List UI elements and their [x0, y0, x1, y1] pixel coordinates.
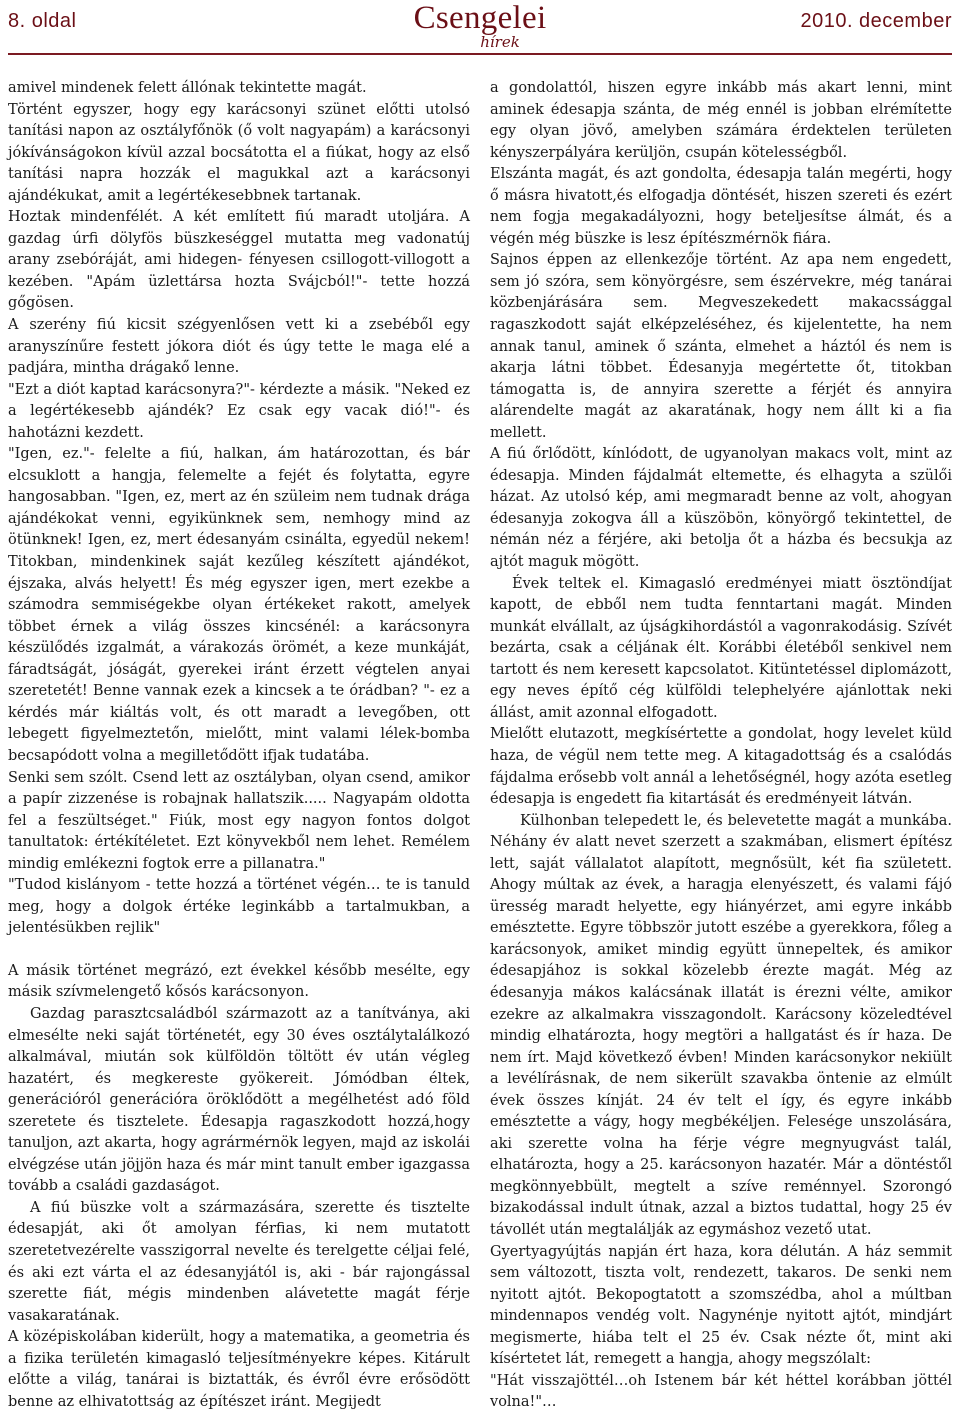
header-rule [8, 53, 952, 55]
page-number: 8. oldal [8, 10, 77, 32]
paragraph: A másik történet megrázó, ezt évekkel később mesélte, egy másik szívmelengető kősós karácsonyon. [8, 962, 470, 1001]
paragraph: Gazdag parasztcsaládból származott az a tanítványa, aki elmesélte neki saját történetét, egy 30 éves osztálytalálkozó alkalmával, miután sok külföldön töltött év után végleg hazatért, és megkereste gyökereit. Jómódban éltek, generációról generációra öröklődött a megélhetést adó föld szeretete és tisztelete. Édesapja ragaszkodott hozzá,hogy tanuljon, azt akarta, hogy agrármérnök legyen, majd az iskolái elvégzése után jöjjön haza és már mint tanult ember igazgassa tovább a családi gazdaságot. [8, 1005, 470, 1195]
masthead-title: Csengelei [413, 0, 547, 36]
paragraph: A szerény fiú kicsit szégyenlősen vett ki a zsebéből egy aranyszínűre festett jókora diót és úgy tette le maga elé a padjára, mintha drágakő lenne. [8, 317, 470, 377]
paragraph: "Hát visszajöttél…oh Istenem bár két héttel korábban jöttél volna!"… [490, 1372, 952, 1411]
paragraph: A fiú büszke volt a származására, szerette és tisztelte édesapját, aki őt amolyan férfias, ki nem mutatott szeretetvezérelte vasszigorral nevelte és terelgette céljai felé, és aki ezt várta el az édesanyjától is, aki - bár rajongással szerette fiát, mégis mindenben alávetette magát férje vasakaratának. [8, 1199, 470, 1324]
article-left-column [8, 78, 470, 1413]
paragraph: Történt egyszer, hogy egy karácsonyi szünet előtti utolsó tanítási napon az osztályfőnök (ő volt nagyapám) a karácsonyi jókívánságokon kívül azzal bocsátotta el a fiúkat, hogy az első tanítási napra hozzák el magukkal azt a karácsonyi ajándékukat, amit a legértékesebbnek tartanak. [8, 101, 470, 204]
paragraph: Gyertyagyújtás napján ért haza, kora délután. A ház semmit sem változott, tiszta volt, rendezett, takaros. De senki nem nyitott ajtót. Bekopogtatott a szomszédba, ahol a múltban mindennapos vendég volt. Nagynénje nyitott ajtót, mindjárt megismerte, hiába telt el 25 év. Csak nézte őt, mint aki kísértetet lát, remegett a hangja, ahogy megszólalt: [490, 1243, 952, 1368]
paragraph: Mielőtt elutazott, megkísértette a gondolat, hogy levelet küld haza, de végül nem tette meg. A kitagadottság és a csalódás fájdalma erősebb volt annál a lehetőségnél, hogy azóta esetleg édesapja is engedett fia kitartását és eredményeit látván. [490, 726, 952, 808]
paragraph: Senki sem szólt. Csend lett az osztályban, olyan csend, amikor a papír zizzenése is robajnak hallatszik..... Nagyapám oldotta fel a feszültséget." Fiúk, most egy nagyon fontos dolgot tanultatok: értékítéletet. Ezt könyvekből nem lehet. Remélem mindig emlékezni fogtok erre a pillanatra." [8, 769, 470, 872]
paragraph: a gondolattól, hiszen egyre inkább más akart lenni, mint aminek édesapja szánta, de még ennél is jobban elrémítette egy olyan jövő, amelyben számára érdektelen területen kényszerpályára kerüljön, csupán kötelességből. [490, 80, 952, 161]
paragraph: A középiskolában kiderült, hogy a matematika, a geometria és a fizika területén kimagasló teljesítményekre képes. Kitárult előtte a világ, tanárai is biztatták, és évről évre erősödött benne az elhivatottság az építészet iránt. Megijedt [8, 1329, 470, 1410]
paragraph: Külhonban telepedett le, és belevetette magát a munkába. Néhány év alatt nevet szerzett a szakmában, elismert építész lett, saját vállalatot alapított, megnősült, két fia született. Ahogy múltak az évek, a haragja elenyészett, és valami fájó üresség maradt helyette, egy hiányérzet, ami egyre inkább emésztette. Egyre többször jutott eszébe a gyerekkora, főleg a karácsonyok, amiket mindig együtt ünnepeltek, és amikor édesapjához is sokkal közelebb érezte magát. Még az édesanyja mákos kalácsának illatát is érezni vélte, amikor ezekre az alkalmakra visszagondolt. Karácsony közeledtével mindig elhatározta, hogy megtöri a hallgatást és ír haza. De nem írt. Majd következő évben! Minden karácsonykor nekiült a levélírásnak, de nem sikerült szavakba öntenie az elmúlt évek összes kínját. 24 év telt el így, és egyre inkább emésztette a vágy, hogy megbékéljen. Felesége unszolására, aki szerette volna ha férje végre megnyugvást talál, elhatározta, hogy a 25. karácsonyon hazatér. Már a döntéstől megkönnyebbült, megtelt a szíve reménnyel. Szorongó bizakodással indult útnak, azzal a biztos tudattal, hogy 25 év távollét után megtalálják az egymáshoz vezető utat. [490, 812, 952, 1238]
issue-date: 2010. december [800, 10, 952, 32]
masthead-subtitle: hírek [480, 33, 520, 51]
paragraph: Évek teltek el. Kimagasló eredményei miatt ösztöndíjat kapott, de ebből nem tudta fenntartani magát. Minden munkát elvállalt, az újságkihordástól a vagonrakodásig. Szívét bezárta, csak a céljának élt. Korábbi életéből senkivel nem tartott és nem keresett kapcsolatot. Kitüntetéssel diplomázott, egy neves építő cég külföldi telephelyére ajánlottak neki állást, amit azonnal elfogadott. [490, 575, 952, 721]
paragraph: Elszánta magát, és azt gondolta, édesapja talán megérti, hogy ő másra hivatott,és elfogadja döntését, hiszen szereti és ezért nem fogja megakadályozni, hogy beteljesítse álmát, és a végén még büszke is lesz építészmérnök fiára. [490, 166, 952, 247]
paragraph: Hoztak mindenfélét. A két említett fiú maradt utoljára. A gazdag úrfi dölyfös büszkeséggel mutatta meg vadonatúj arany zsebóráját, ami hidegen- fényesen csillogott-villogott a kezében. "Apám üzlettársa hozta Svájcból!"- tette hozzá gőgösen. [8, 209, 470, 312]
paragraph: "Tudod kislányom - tette hozzá a történet végén… te is tanuld meg, hogy a dolgok értéke leginkább a tartalmukban, a jelentésükben rejlik" [8, 877, 470, 937]
paragraph: A fiú őrlődött, kínlódott, de ugyanolyan makacs volt, mint az édesapja. Minden fájdalmát eltemette, és elhagyta a szülői házat. Az utolsó kép, ami megmaradt benne az volt, ahogyan édesanyja zokogva áll a küszöbön, könyörgő tekintettel, de némán néz a férjére, aki betolja őt a házba és becsukja az ajtót maguk mögött. [490, 446, 952, 571]
paragraph: "Igen, ez."- felelte a fiú, halkan, ám határozottan, és bár elcsuklott a hangja, felemelte a fejét és folytatta, egyre hangosabban. "Igen, ez, mert az én szüleim nem tudnak drága ajándékokat venni, egyikünknek sem, nemhogy mind az ötünknek! Igen, ez, mert édesanyám csinálta, egyedül nekem! Titokban, mindenkinek saját kezűleg készített ajándékot, éjszaka, alvás helyett! És még egyszer igen, mert ezekbe a számodra semmiségekbe olyan értékeket rakott, amelyek többet érnek a világ összes kincsénél: a karácsonyra készülődés izgalmát, a várakozás örömét, a keze munkáját, fáradtságát, jóságát, gyerekei iránt érzett végtelen anyai szeretetét! Benne vannak ezek a kincsek a te órádban? "- ez a kérdés már kiáltás volt, és ott maradt a levegőben, ott lebegett figyelmeztetőn, mielőtt, mint valami lélek-bomba becsapódott volna a megilletődött ifjak tudatába. [8, 446, 470, 764]
article-right-column [490, 78, 952, 1414]
page-header [0, 0, 960, 52]
paragraph: amivel mindenek felett állónak tekintette magát. [8, 80, 367, 96]
paragraph: "Ezt a diót kaptad karácsonyra?"- kérdezte a másik. "Neked ez a legértékesebb ajándék? Ez csak egy vacak dió!"- és hahotázni kezdett. [8, 381, 470, 441]
paragraph: Sajnos éppen az ellenkezője történt. Az apa nem engedett, sem jó szóra, sem könyörgésre, sem észérvekre, még tanárai közbenjárására sem. Megveszekedett makacssággal ragaszkodott saját elképzeléséhez, és kijelentette, ha nem annak tanul, aminek ő szánta, elmehet a háztól és nem is akarja látni többet. Édesanyja megértette őt, titokban támogatta is, de annyira szerette a férjét és annyira alárendelte magát az akaratának, hogy nem állt ki a fia mellett. [490, 252, 952, 441]
